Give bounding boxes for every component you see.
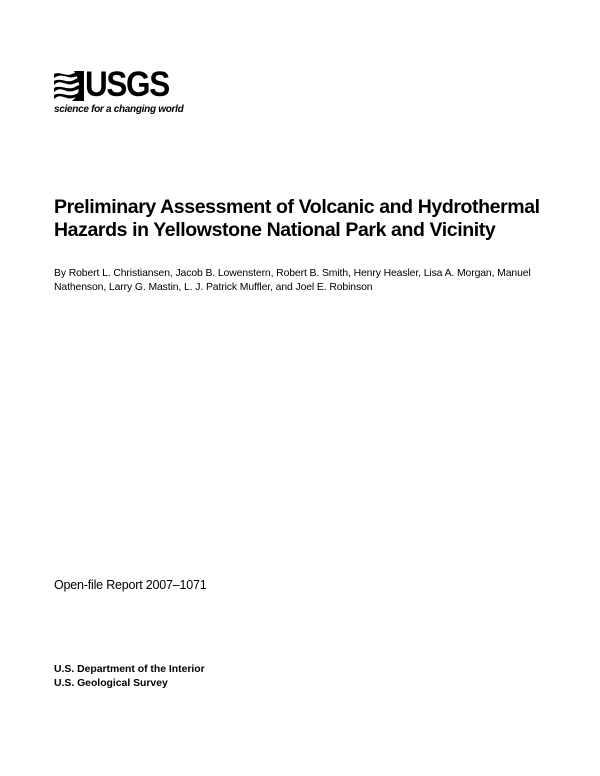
department-name: U.S. Department of the Interior xyxy=(54,664,205,675)
agency-block xyxy=(54,663,205,691)
report-series-number: Open-file Report 2007–1071 xyxy=(54,578,207,592)
survey-name: U.S. Geological Survey xyxy=(54,678,168,689)
usgs-tagline: science for a changing world xyxy=(54,104,184,115)
report-title: Preliminary Assessment of Volcanic and Hydrothermal Hazards in Yellowstone National Park and Vicinity xyxy=(54,196,540,241)
report-authors: By Robert L. Christiansen, Jacob B. Lowenstern, Robert B. Smith, Henry Heasler, Lisa A. Morgan, Manuel Nathenson, Larry G. Mastin, L. J. Patrick Muffler, and Joel E. Robinson xyxy=(54,268,531,293)
usgs-wave-icon xyxy=(54,71,84,101)
usgs-logo xyxy=(54,65,184,118)
usgs-wordmark: USGS xyxy=(85,65,169,104)
